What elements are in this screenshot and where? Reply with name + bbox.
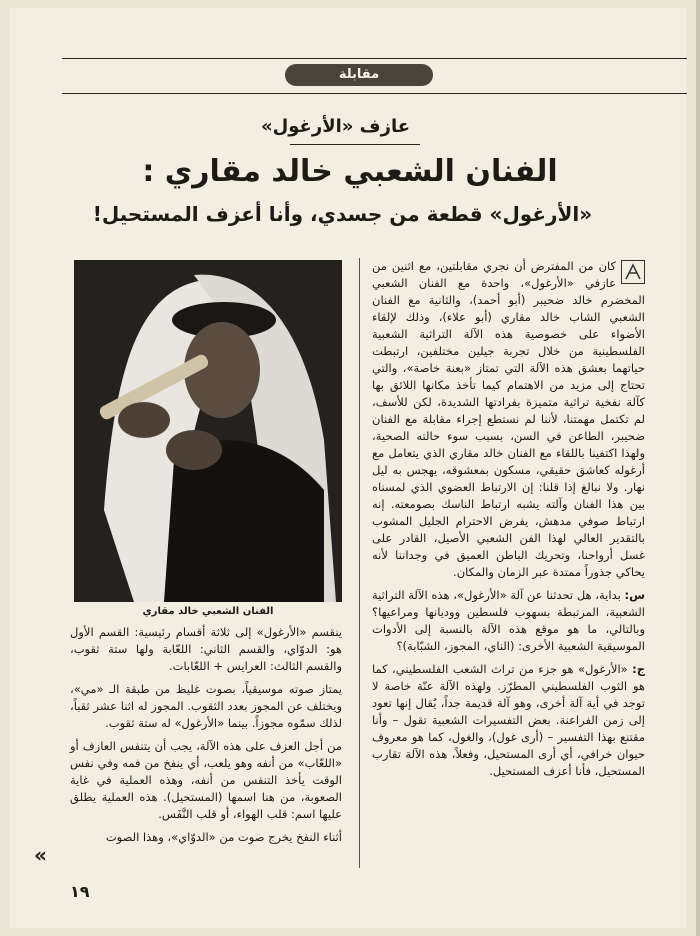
page-number: ١٩ bbox=[70, 882, 90, 901]
musician-illustration bbox=[74, 260, 342, 602]
page-edge bbox=[696, 0, 700, 936]
header-rule-bottom bbox=[62, 93, 687, 94]
answer-marker: ج: bbox=[632, 662, 646, 676]
intro-text: كان من المفترض أن نجري مقابلتين، مع اثنين من عازفي «الأرغول»، واحدة مع الفنان الشعبي المخضرم خالد ضحيبر (أبو أحمد)، والثانية مع الفنان الشعبي الشاب خالد مقاري (أبو علاء)، وذلك لإلقاء الأضواء على خصوصية هذه الآلة التراثية الشعبية الفلسطينية من خلال تجربة جيلين مختلفين، ارتبطت حياتهما بعشق هذه الآلة التي تمتاز «بعنة خاصة»، والتي تحتاج إلى مزيد من الاهتمام كيما تأخذ مكانها اللائق بها كآلة نفخية تراثية متميزة بفرادتها الشديدة، لكن للأسف، لم تكتمل مهمتنا، لأننا لم نستطع إجراء مقابلة مع الفنان ضحيبر، الطاعن في السن، بسبب سوء حالته الصحية، ولهذا اكتفينا باللقاء مع الفنان خالد مقاري الذي يتعامل مع أرغوله كعاشق حقيقي، مسكون بمعشوقه، يهجس به ليل نهار. ولا نبالغ إذا قلنا: إن الارتباط العضوي الذي لمسناه بين هذا الفنان وآلته يشبه ارتباط الناسك بصومعته. إنه ارتباط صوفي مدهش، يفرض الاحترام الجليل المشوب بالتقدير العالي لهذا الفن الشعبي الأصيل، القادر على غسل أرواحنا، وتحريك الباطن العميق في وجداننا لأنه يحاكي جذوراً ممتدة عبر الزمان والمكان. bbox=[372, 259, 645, 579]
article-subtitle: عازف «الأرغول» bbox=[261, 116, 410, 137]
question-text: بداية، هل تحدثنا عن آلة «الأرغول»، هذه الآلة التراثية الشعبية، المرتبطة بسهوب فلسطين ووديانها ومراعيها؟ وبالتالي، ما هو موقع هذه الآلة بالنسبة إلى الأدوات الموسيقية الشعبية الأخرى: (الناي، المجوز، الشبّابة)؟ bbox=[372, 588, 645, 653]
left-column bbox=[70, 624, 342, 852]
column-divider bbox=[359, 258, 360, 868]
answer-text: «الأرغول» هو جزء من تراث الشعب الفلسطيني، كما هو الثوب الفلسطيني المطرّز. ولهذه الآلة عنّة خاصة لا توجد في أية آلة أخرى، وهو آلة قديمة جداً، يُقال إنها تعود إلى زمن الفراعنة. بعض التفسيرات الشعبية تقول – وأنا مقتنع بهذا التفسير – (أرى غول)، والغول، كما هو معروف حيوان خرافي، أي أرى المستحيل، وفعلاً، هذه الآلة تقارب المستحيل، فأنا أعزف المستحيل. bbox=[372, 662, 645, 778]
section-badge: مقابلة bbox=[285, 64, 433, 86]
left-paragraph-3: من أجل العزف على هذه الآلة، يجب أن يتنفس العازف أو «اللعّاب» من أنفه وهو يلعب، أي ينفخ من فمه وفي نفس الوقت يأخذ التنفس من أنفه، وهذه العملية في غاية الصعوبة، من هنا اسمها (المستحيل). هذه العملية يطلق عليها اسم: قلب الهواء، أو قلب النَّفَس. bbox=[70, 739, 342, 821]
continue-arrow: « bbox=[34, 843, 47, 867]
left-paragraph-4: أثناء النفخ يخرج صوت من «الدوّاي»، وهذا الصوت bbox=[105, 830, 342, 844]
right-column bbox=[372, 258, 645, 786]
musician-photo bbox=[74, 260, 342, 602]
answer-paragraph bbox=[372, 661, 645, 780]
article-title: الفنان الشعبي خالد مقاري : bbox=[142, 154, 558, 189]
question-paragraph bbox=[372, 587, 645, 655]
article-headline: «الأرغول» قطعة من جسدي، وأنا أعزف المستحيل! bbox=[92, 202, 593, 226]
header-rule-top bbox=[62, 58, 687, 59]
logo-icon bbox=[621, 260, 645, 284]
photo-caption: الفنان الشعبي خالد مقاري bbox=[142, 606, 274, 617]
left-paragraph-2: يمتاز صوته موسيقياً، بصوت غليظ من طبقة الـ «مي»، ويختلف عن المجوز بعدد الثقوب. المجوز له اثنا عشر ثقباً، لذلك سمّوه مجوزاً. بينما «الأرغول» له ستة ثقوب. bbox=[70, 682, 342, 730]
left-paragraph-1: ينقسم «الأرغول» إلى ثلاثة أقسام رئيسية: القسم الأول هو: الدوّاي، والقسم الثاني: اللعّابة ولها ستة ثقوب، والقسم الثالث: العرايس + اللعّابات. bbox=[70, 625, 342, 673]
question-marker: س: bbox=[624, 588, 645, 602]
subtitle-underline bbox=[290, 144, 420, 145]
intro-paragraph bbox=[372, 258, 645, 581]
